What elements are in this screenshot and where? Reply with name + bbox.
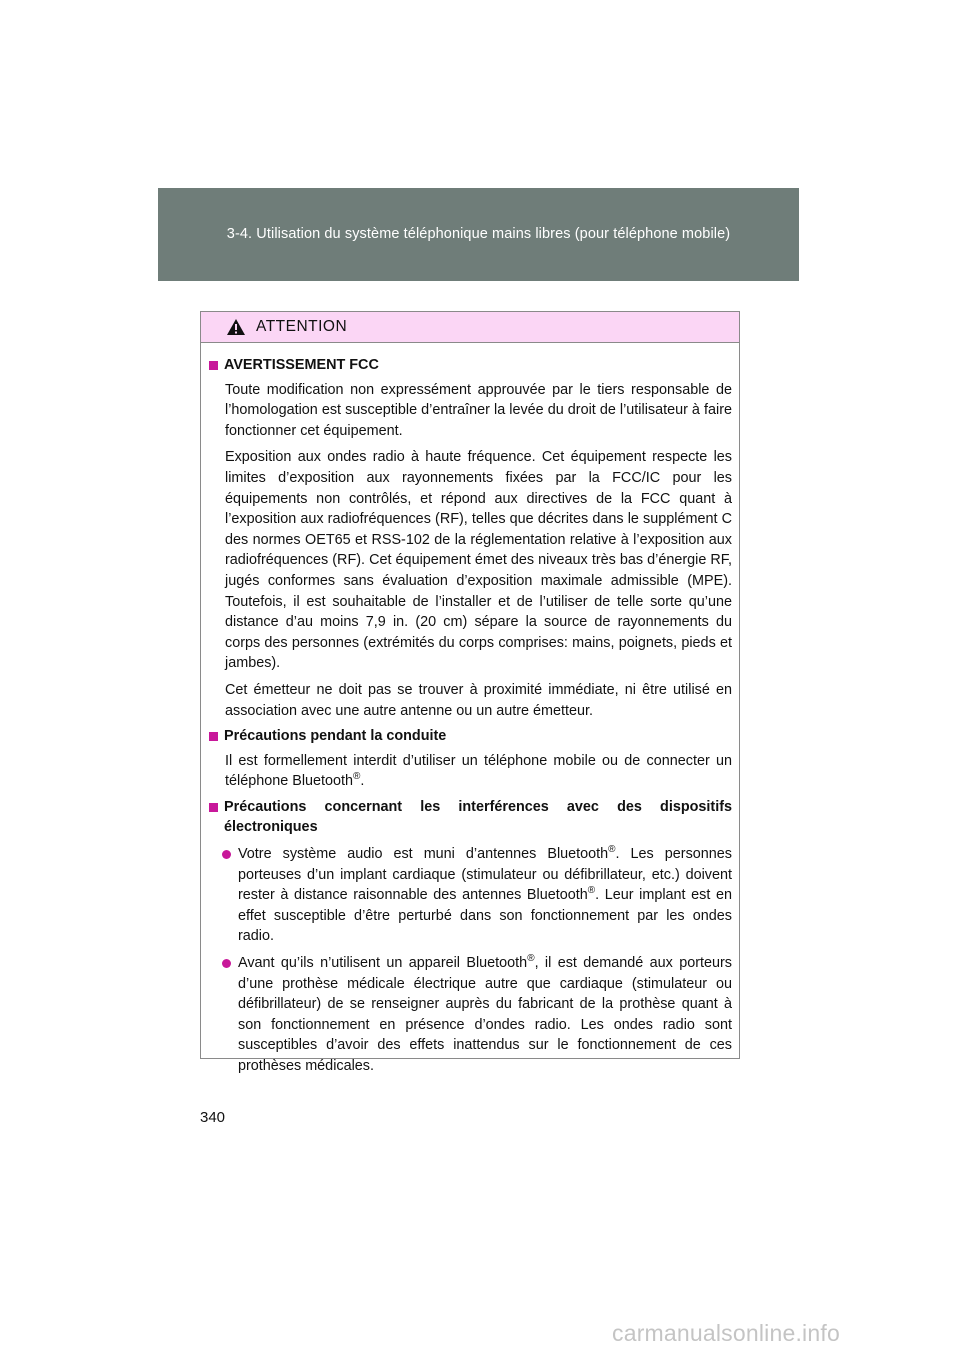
- square-bullet-icon: [209, 803, 218, 812]
- section-title: 3-4. Utilisation du système téléphonique mains libres (pour téléphone mobile): [226, 226, 731, 242]
- paragraph: Il est formellement interdit d’utiliser un téléphone mobile ou de connecter un téléphone Bluetooth®.: [225, 752, 732, 790]
- page-number: 340: [200, 1109, 226, 1126]
- list-item: Avant qu’ils n’utilisent un appareil Bluetooth®, il est demandé aux porteurs d’une prothèse médicale électrique autre que cardiaque (stimulateur ou défibrillateur) de se renseigner auprès du fabricant de la prothèse quant à son fonctionnement en présence d’ondes radio. Les ondes radio sont susceptibles d’avoir des effets inattendus sur le fonctionnement de ces prothèses médicales.: [209, 953, 732, 1077]
- square-bullet-icon: [209, 732, 218, 741]
- paragraph: Cet émetteur ne doit pas se trouver à proximité immédiate, ni être utilisé en association avec une autre antenne ou un autre émetteur.: [225, 681, 732, 719]
- paragraph: Toute modification non expressément approuvée par le tiers responsable de l’homologation est susceptible d’entraîner la levée du droit de l’utilisateur à faire fonctionner cet équipement.: [225, 381, 732, 439]
- watermark: carmanualsonline.info: [612, 1320, 840, 1346]
- attention-title: ATTENTION: [256, 318, 348, 335]
- attention-header: [201, 312, 739, 343]
- section-heading-interference: Précautions concernant les interférences avec des dispositifs électroniques: [209, 797, 732, 838]
- round-bullet-icon: [222, 850, 231, 859]
- warning-triangle-icon: [226, 318, 246, 336]
- list-item: Votre système audio est muni d’antennes Bluetooth®. Les personnes porteuses d’un implant cardiaque (stimulateur ou défibrillateur, etc.) doivent rester à distance raisonnable des antennes Bluetooth®. Leur implant est en effet susceptible d’être perturbé dans son fonctionnement par les ondes radio.: [209, 844, 732, 947]
- attention-body: [201, 343, 739, 1077]
- paragraph: Exposition aux ondes radio à haute fréquence. Cet équipement respecte les limites d’exposition aux rayonnements fixées par la FCC/IC pour les équipements non contrôlés, et répond aux directives de la FCC quant à l’exposition aux radiofréquences (RF), telles que décrites dans le supplément C des normes OET65 et RSS-102 de la réglementation relative à l’exposition aux radiofréquences (RF). Cet équipement émet des niveaux très bas d’énergie RF, jugés conformes sans évaluation d’exposition maximale admissible (MPE). Toutefois, il est souhaitable de l’installer et de l’utiliser de telle sorte qu’une distance d’au moins 7,9 in. (20 cm) sépare la source de rayonnements du corps des personnes (extrémités du corps comprises: mains, poignets, pieds et jambes).: [225, 449, 732, 672]
- section-header-band: [158, 188, 799, 281]
- section-heading-fcc: AVERTISSEMENT FCC: [209, 355, 732, 376]
- square-bullet-icon: [209, 361, 218, 370]
- attention-box: [200, 311, 740, 1074]
- round-bullet-icon: [222, 959, 231, 968]
- section-heading-driving: Précautions pendant la conduite: [209, 726, 732, 747]
